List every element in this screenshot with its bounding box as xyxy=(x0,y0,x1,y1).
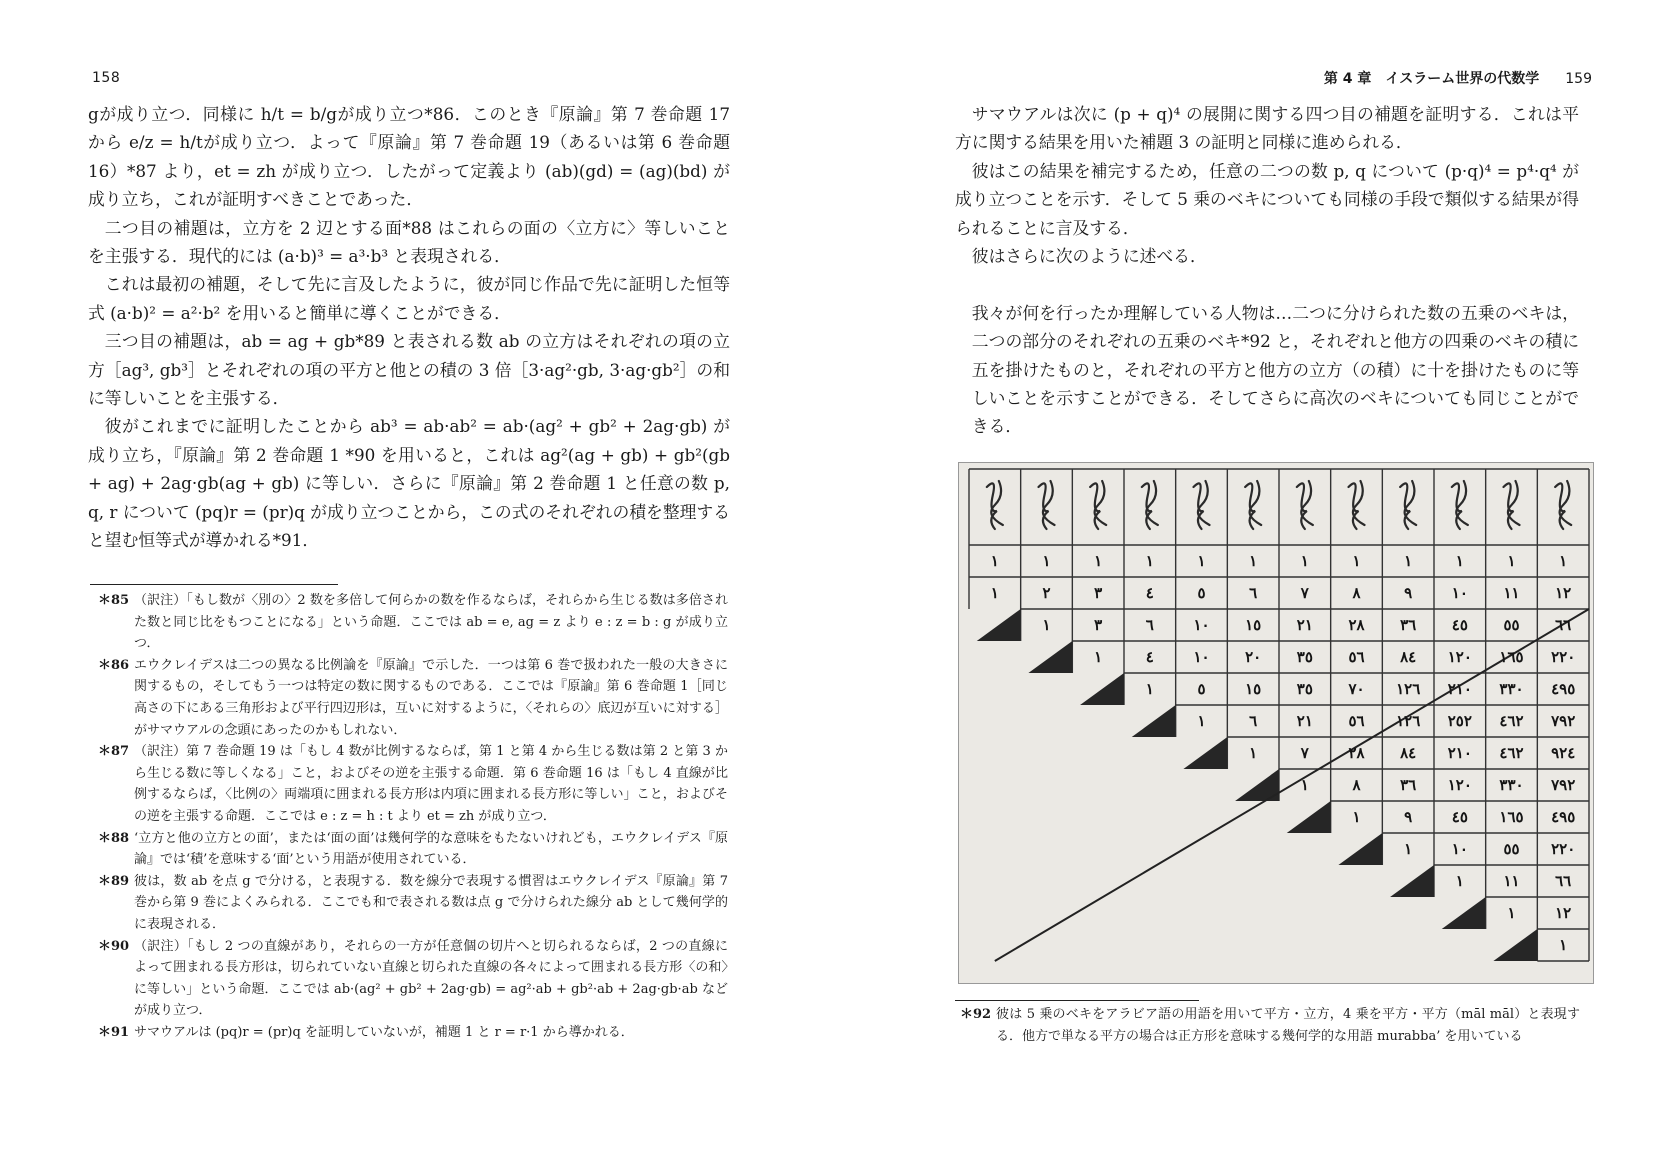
footnote-mark: ＊91 xyxy=(98,1024,130,1040)
table-cell-value: ١ xyxy=(1559,552,1568,570)
table-cell-value: ٧ xyxy=(1300,744,1309,762)
table-cell-value: ٦ xyxy=(1249,584,1258,602)
footnote xyxy=(960,1004,1580,1047)
footnotes xyxy=(98,590,728,1043)
footnote-divider xyxy=(955,1000,1199,1001)
table-cell-value: ٨٤ xyxy=(1400,744,1417,762)
table-cell-value: ٤ xyxy=(1145,648,1154,666)
table-cell-value: ٤٩٥ xyxy=(1551,680,1576,698)
table-cell-value: ٥٥ xyxy=(1503,840,1520,858)
table-cell-value: ٦ xyxy=(1249,712,1258,730)
table-cell-value: ١٢٦ xyxy=(1396,680,1421,698)
spacer xyxy=(955,270,1579,298)
table-cell-value: ٦ xyxy=(1145,616,1154,634)
footnote-text: 彼は，数 ab を点 g で分ける，と表現する．数を線分で表現する慣習はエウクレイデス『原論』第 7 巻から第 9 巻によくみられる．ここでも和で表される数は点 g で分けられた線分 ab として幾何学的に表現される． xyxy=(134,873,728,932)
table-cell-value: ٨ xyxy=(1352,584,1361,602)
footnote-text: ‘立方と他の立方との面’，または‘面の面’は幾何学的な意味をもたないけれども，エウクレイデス『原論』では‘積’を意味する‘面’という用語が使用されている． xyxy=(134,830,728,868)
table-cell-value: ٨٤ xyxy=(1400,648,1417,666)
manuscript-svg xyxy=(959,463,1593,983)
table-cell-value: ١٥ xyxy=(1245,680,1262,698)
table-cell-value: ٤٦٢ xyxy=(1499,744,1524,762)
table-cell-value: ١ xyxy=(1559,936,1568,954)
table-cell-value: ٢٢٠ xyxy=(1551,648,1576,666)
block-quote: 我々が何を行ったか理解している人物は…二つに分けられた数の五乗のベキは，二つの部分のそれぞれの五乗のベキ*92 と，それぞれと他方の四乗のベキの積に五を掛けたものと，それぞれの平方と他方の立方（の積）に十を掛けたものに等しいことを示すことができる．そしてさらに高次のベキについても同じことができる． xyxy=(971,302,1579,437)
main-text xyxy=(955,100,1579,441)
table-cell-value: ٢١ xyxy=(1296,712,1313,730)
table-cell-value: ١٢٠ xyxy=(1447,648,1472,666)
table-cell-value: ٢١ xyxy=(1296,616,1313,634)
table-cell-value: ٣٥ xyxy=(1296,680,1313,698)
paragraph: 彼はこの結果を補完するため，任意の二つの数 p, q について (p·q)⁴ = p⁴·q⁴ が成り立つことを示す．そして 5 乗のベキについても同様の手段で類似する結果が得られることに言及する． xyxy=(955,160,1579,238)
table-cell-value: ٣٦ xyxy=(1400,776,1417,794)
table-cell-value: ١ xyxy=(1249,552,1258,570)
footnotes xyxy=(960,1004,1580,1047)
footnote-text: （訳注）「もし 2 つの直線があり，それらの一方が任意個の切片へと切られるならば，2 つの直線によって囲まれる長方形は，切られていない直線と切られた直線の各々によって囲まれる長方形〈の和〉に等しい」という命題．ここでは ab·(ag² + gb² + 2ag·gb) = ag²·ab + gb²·ab + 2ag·gb·ab などが成り立つ． xyxy=(134,938,728,1019)
paragraph: サマウアルは次に (p + q)⁴ の展開に関する四つ目の補題を証明する．これは平方に関する結果を用いた補題 3 の証明と同様に進められる． xyxy=(955,104,1579,153)
footnote xyxy=(98,1022,728,1044)
main-text xyxy=(88,100,730,555)
footnote xyxy=(98,871,728,936)
table-cell-value: ١ xyxy=(1145,680,1154,698)
table-cell-value: ١ xyxy=(1455,872,1464,890)
table-cell-value: ٩ xyxy=(1404,584,1413,602)
table-cell-value: ١ xyxy=(1507,552,1516,570)
table-cell-value: ١ xyxy=(1352,808,1361,826)
manuscript-table-image xyxy=(958,462,1594,984)
table-cell-value: ١٠ xyxy=(1451,584,1468,602)
table-cell-value: ٩ xyxy=(1404,808,1413,826)
table-cell-value: ٢٠ xyxy=(1245,648,1262,666)
running-head xyxy=(1324,68,1592,88)
footnote-text: （訳注）第 7 巻命題 19 は「もし 4 数が比例するならば，第 1 と第 4 から生じる数は第 2 と第 3 から生じる数に等しくなる」こと，およびその逆を主張する命題．第 6 巻命題 16 は「もし 4 直線が比例するならば，〈比例の〉両端項に囲まれる長方形は内項に囲まれる長方形に等しい」こと，およびその逆を主張する命題．ここでは e : z = h : t より et = zh が成り立つ． xyxy=(134,744,728,824)
table-cell-value: ٧٩٢ xyxy=(1551,776,1576,794)
paragraph: 彼がこれまでに証明したことから ab³ = ab·ab² = ab·(ag² + gb² + 2ag·gb) が成り立ち，『原論』第 2 巻命題 1 *90 を用いると，これは ag²(ag + gb) + gb²(gb + ag) + 2ag·gb(ag + gb) に等しい．さらに『原論』第 2 巻命題 1 と任意の数 p, q, r について (pq)r = (pr)q が成り立つことから，この式のそれぞれの積を整理すると望む恒等式が導かれる*91． xyxy=(88,416,730,551)
table-cell-value: ٧ xyxy=(1300,584,1309,602)
table-cell-value: ١ xyxy=(1145,552,1154,570)
table-cell-value: ٨ xyxy=(1352,776,1361,794)
table-cell-value: ٢٢٠ xyxy=(1551,840,1576,858)
table-cell-value: ١ xyxy=(1404,840,1413,858)
table-cell-value: ٦٦ xyxy=(1555,872,1572,890)
table-cell-value: ٢٨ xyxy=(1348,744,1365,762)
table-cell-value: ١٠ xyxy=(1451,840,1468,858)
table-cell-value: ١١ xyxy=(1503,872,1520,890)
table-cell-value: ٣٣٠ xyxy=(1499,776,1524,794)
table-cell-value: ٤٥ xyxy=(1451,808,1468,826)
paragraph: 彼はさらに次のように述べる． xyxy=(971,246,1207,267)
table-cell-value: ٣٣٠ xyxy=(1499,680,1524,698)
table-cell-value: ١٢ xyxy=(1555,584,1572,602)
footnote-mark: ＊88 xyxy=(98,830,130,846)
footnote-text: （訳注）「もし数が〈別の〉2 数を多倍して何らかの数を作るならば，それらから生じる数は多倍された数と同じ比をもつことになる」という命題．ここでは ab = e, ag = z より e : z = b : g が成り立つ． xyxy=(134,593,728,652)
paragraph: 三つ目の補題は，ab = ag + gb*89 と表される数 ab の立方はそれぞれの項の立方［ag³, gb³］とそれぞれの項の平方と他との積の 3 倍［3·ag²·gb, 3·ag·gb²］の和に等しいことを主張する． xyxy=(88,331,730,409)
table-cell-value: ٥ xyxy=(1197,680,1206,698)
page-number: 158 xyxy=(92,70,121,86)
table-cell-value: ١ xyxy=(1197,712,1206,730)
table-cell-value: ١٦٥ xyxy=(1499,808,1524,826)
footnote-mark: ＊89 xyxy=(98,873,130,889)
table-cell-value: ١ xyxy=(1455,552,1464,570)
footnote xyxy=(98,828,728,871)
table-cell-value: ١٠ xyxy=(1193,616,1210,634)
table-cell-value: ٤ xyxy=(1145,584,1154,602)
table-cell-value: ١ xyxy=(1352,552,1361,570)
footnote xyxy=(98,741,728,827)
table-cell-value: ٥٥ xyxy=(1503,616,1520,634)
paragraph: 二つ目の補題は，立方を 2 辺とする面*88 はこれらの面の〈立方に〉等しいことを主張する．現代的には (a·b)³ = a³·b³ と表現される． xyxy=(88,217,730,267)
footnote-mark: ＊85 xyxy=(98,593,130,608)
table-cell-value: ٤٦٢ xyxy=(1499,712,1524,730)
table-cell-value: ١٠ xyxy=(1193,648,1210,666)
footnote-text: サマウアルは (pq)r = (pr)q を証明していないが，補題 1 と r = r·1 から導かれる． xyxy=(134,1024,634,1040)
table-cell-value: ١ xyxy=(1042,552,1051,570)
table-cell-value: ١ xyxy=(1300,776,1309,794)
footnote-mark: ＊92 xyxy=(960,1007,992,1022)
table-cell-value: ٦٦ xyxy=(1555,616,1572,634)
table-cell-value: ١٢٠ xyxy=(1447,776,1472,794)
table-cell-value: ١ xyxy=(1094,648,1103,666)
paragraph: gが成り立つ．同様に h/t = b/gが成り立つ*86．このとき『原論』第 7 巻命題 17 から e/z = h/tが成り立つ．よって『原論』第 7 巻命題 19（あるいは第 6 巻命題 16）*87 より，et = zh が成り立つ．したがって定義より (ab)(gd) = (ag)(bd) が成り立ち，これが証明すべきことであった． xyxy=(88,104,730,210)
table-cell-value: ١ xyxy=(990,584,999,602)
table-cell-value: ٣ xyxy=(1094,584,1103,602)
paragraph: これは最初の補題，そして先に言及したように，彼が同じ作品で先に証明した恒等式 (a·b)² = a²·b² を用いると簡単に導くことができる． xyxy=(88,274,730,323)
footnote xyxy=(98,936,728,1022)
table-cell-value: ١ xyxy=(1300,552,1309,570)
table-cell-value: ١ xyxy=(1094,552,1103,570)
table-cell-value: ١٢٦ xyxy=(1396,712,1421,730)
table-cell-value: ٢١٠ xyxy=(1447,744,1472,762)
footnote-text: エウクレイデスは二つの異なる比例論を『原論』で示した．一つは第 6 巻で扱われた一般の大きさに関するもの，そしてもう一つは特定の数に関するものである．ここでは『原論』第 6 巻命題 1［同じ高さの下にある三角形および平行四辺形は，互いに対するように，〈それらの〉底辺が互いに対する］がサマウアルの念頭にあったのかもしれない． xyxy=(134,657,728,738)
footnote-mark: ＊87 xyxy=(98,744,130,760)
table-cell-value: ٥ xyxy=(1197,584,1206,602)
chapter-title: 第 4 章 イスラーム世界の代数学 xyxy=(1323,71,1540,87)
table-cell-value: ٧٩٢ xyxy=(1551,712,1576,730)
table-cell-value: ١ xyxy=(1042,616,1051,634)
table-cell-value: ٢ xyxy=(1042,584,1051,602)
footnote xyxy=(98,590,728,655)
footnote-divider xyxy=(90,584,338,585)
table-cell-value: ١٥ xyxy=(1245,616,1262,634)
table-cell-value: ٢٨ xyxy=(1348,616,1365,634)
table-cell-value: ١ xyxy=(1197,552,1206,570)
footnote-text: 彼は 5 乗のベキをアラビア語の用語を用いて平方・立方，4 乗を平方・平方（māl māl）と表現する．他方で単なる平方の場合は正方形を意味する幾何学的な用語 murabba’ を用いている xyxy=(996,1007,1580,1044)
footnote-mark: ＊86 xyxy=(98,657,130,673)
manuscript-background xyxy=(959,463,1593,983)
table-cell-value: ٩٢٤ xyxy=(1551,744,1576,762)
footnote-mark: ＊90 xyxy=(98,938,130,954)
table-cell-value: ١ xyxy=(990,552,999,570)
table-cell-value: ١ xyxy=(1507,904,1516,922)
table-cell-value: ٤٩٥ xyxy=(1551,808,1576,826)
table-cell-value: ١ xyxy=(1249,744,1258,762)
table-cell-value: ٢٥٢ xyxy=(1447,712,1472,730)
table-cell-value: ٤٥ xyxy=(1451,616,1468,634)
table-cell-value: ٣٦ xyxy=(1400,616,1417,634)
table-cell-value: ٣ xyxy=(1094,616,1103,634)
table-cell-value: ١ xyxy=(1404,552,1413,570)
table-cell-value: ٣٥ xyxy=(1296,648,1313,666)
table-cell-value: ١٦٥ xyxy=(1499,648,1524,666)
table-cell-value: ٢١٠ xyxy=(1447,680,1472,698)
table-cell-value: ٥٦ xyxy=(1348,648,1365,666)
table-cell-value: ٥٦ xyxy=(1348,712,1365,730)
table-cell-value: ١٢ xyxy=(1555,904,1572,922)
table-cell-value: ١١ xyxy=(1503,584,1520,602)
footnote xyxy=(98,655,728,741)
page-number: 159 xyxy=(1565,71,1592,87)
table-cell-value: ٧٠ xyxy=(1348,680,1365,698)
